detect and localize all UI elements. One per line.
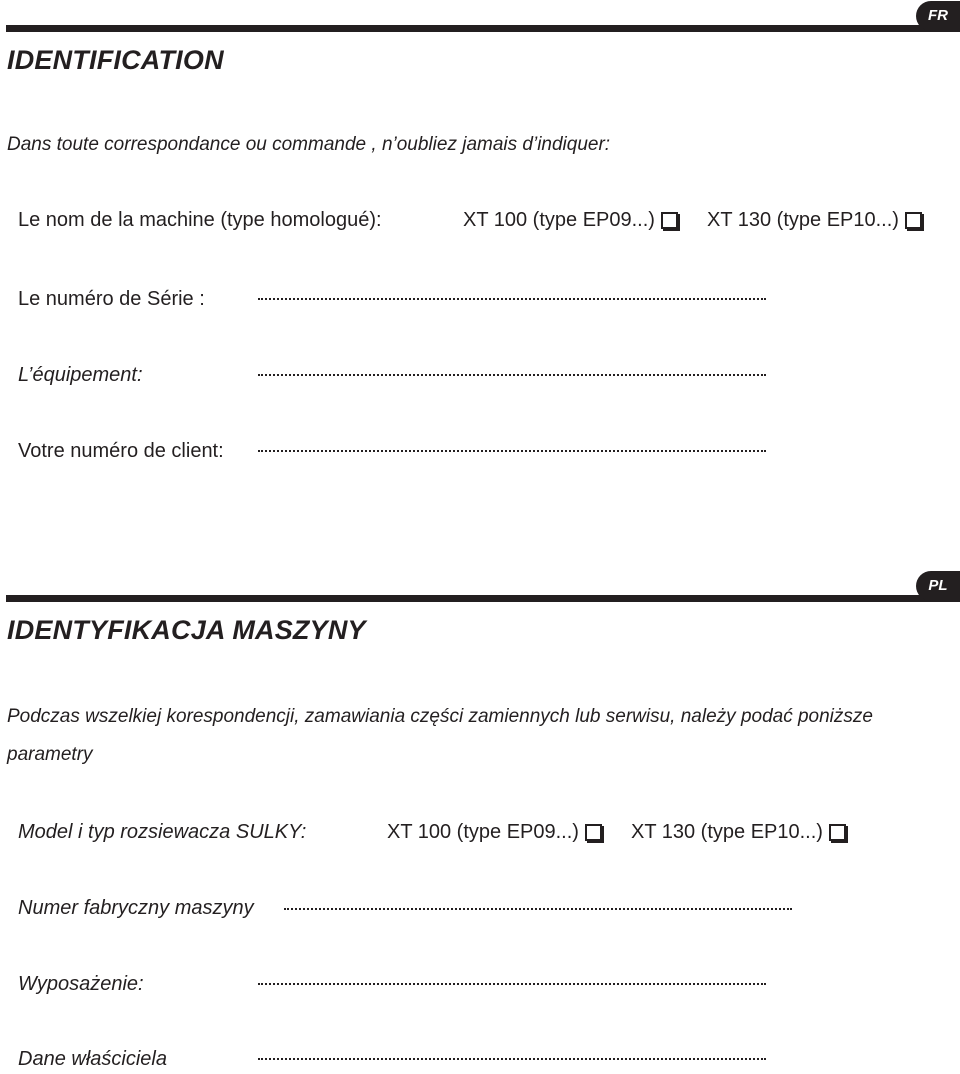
pl-intro-text: Podczas wszelkiej korespondencji, zamawiania części zamiennych lub serwisu, należy podać poniższe parametry [7,706,873,765]
pl-section-rule [6,595,960,602]
pl-option-xt130-label: XT 130 (type EP10...) [631,821,823,843]
pl-serial-input-line[interactable] [284,908,792,910]
fr-client-input-line[interactable] [258,450,766,452]
fr-xt130-checkbox[interactable] [905,212,922,229]
pl-equipment-label: Wyposażenie: [18,973,144,995]
fr-option-xt130-label: XT 130 (type EP10...) [707,209,899,231]
fr-option-xt130[interactable] [707,209,922,232]
fr-option-xt100-label: XT 100 (type EP09...) [463,209,655,231]
fr-intro-text: Dans toute correspondance ou commande , n’oubliez jamais d’indiquer: [7,134,611,155]
pl-option-xt100[interactable] [387,821,602,844]
fr-machine-label: Le nom de la machine (type homologué): [18,209,382,231]
pl-section-title: IDENTYFIKACJA MASZYNY [7,615,366,645]
fr-language-tab: FR [916,1,960,31]
pl-owner-input-line[interactable] [258,1058,766,1060]
pl-owner-label: Dane właściciela [18,1048,167,1070]
fr-section-rule [6,25,960,32]
pl-option-xt100-label: XT 100 (type EP09...) [387,821,579,843]
fr-option-xt100[interactable] [463,209,678,232]
fr-equipment-label: L’équipement: [18,364,143,386]
fr-equipment-input-line[interactable] [258,374,766,376]
pl-xt130-checkbox[interactable] [829,824,846,841]
fr-serial-label: Le numéro de Série : [18,288,205,310]
fr-xt100-checkbox[interactable] [661,212,678,229]
fr-serial-input-line[interactable] [258,298,766,300]
fr-client-label: Votre numéro de client: [18,440,224,462]
pl-equipment-input-line[interactable] [258,983,766,985]
pl-machine-label: Model i typ rozsiewacza SULKY: [18,821,307,843]
fr-section-title: IDENTIFICATION [7,45,224,75]
pl-language-tab: PL [916,571,960,601]
pl-option-xt130[interactable] [631,821,846,844]
pl-xt100-checkbox[interactable] [585,824,602,841]
pl-serial-label: Numer fabryczny maszyny [18,897,254,919]
